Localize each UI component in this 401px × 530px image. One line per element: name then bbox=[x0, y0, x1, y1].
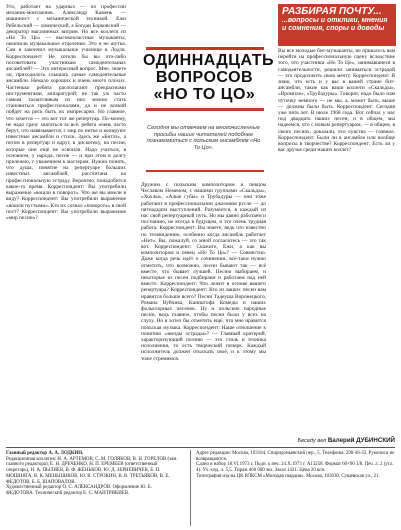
byline bbox=[270, 437, 395, 444]
print-details: Сдано в набор 18.VI.1973 г. Подп. к печ. 24.X.1973 г. А13258. Формат 60×90 1/8. Печ. л. 2 (усл. 4). Уч.-изд. л. 5,5. Тираж 460 000 экз. Заказ 1421. Цена 20 коп. bbox=[196, 462, 394, 474]
column-1-text: Уго, работает на ударных — по профессии механик-монтажник. Александр Камень — машинист с механической техникой. Ежи Ребельский — химический, а Богдан Борковский — декоратор магазинных витрин. Но все коллеги из «Но То Цо» — высококлассные музыканты, окончили музыкальное отделение. Это и не шутка. Сам я закончил музыкальное училище в Лодзи. Корреспондент: Не хотели бы вы что-либо посоветовать участникам самодеятельных ансамблей? — Это интересный вопрос. Мне, знаете ли, приходилось слышать самые самодеятельные ансамбли. Немало хороших и очень много плохих. Частенько ребята располагают прекрасными инструментами, аппаратурой; не так уж часто самым талантливым из них можно стать становиться профессионалами, да и не всякий пойдёт на риск быть их импресарио. Но главное, что хочется — это вот тот же репертуар. По-моему, не надо сразу хвататься за всё, ребята очень часто берут, что навязывается, с мир по нитке и копируют известные ансамбли и стили. Здесь же «Битлз», а потом в репертуар и вдруг, в дискотеку, на песни, которые они ещё не освоили. Надо учиться, в основном, у народа, песне — и при этом в долгу прилежно, с уважением к мастерам. Нужно понять, что душа, понятие на репертуаре больших известных ансамблей, рассчитана на профессиональную эстраду. Вероятно, понадобится какое-то время. Корреспондент: Вы употребили выражение «вошли в поворот». Что же вы имели в виду? Корреспондент: Вы употребили выражение «вошли пустыми». Кто их сознал «поворота» в свой пост? Корреспондент: Вы употребили выражение «мир песни»? bbox=[6, 4, 126, 221]
byline-author: Валерий ДУБИНСКИЙ bbox=[327, 437, 395, 444]
printer-info: Типография изд-ва ЦК ВЛКСМ «Молодая гвардия». Москва, 103030, Сущевская ул., 21. bbox=[196, 473, 380, 479]
rubric-banner bbox=[278, 4, 396, 46]
design-credits: Художественный редактор О. С. АЛЕКСАНДРОВ. Оформление Ю. Б. ФЕДОТОВА. Технический редактор Е. С. МАНТРИКИЕВ. bbox=[6, 485, 152, 496]
title-top-rule bbox=[146, 47, 264, 50]
article-column-1 bbox=[6, 4, 126, 221]
rubric-title: РАЗБИРАЯ ПОЧТУ... bbox=[282, 6, 382, 17]
footer-divider bbox=[190, 450, 191, 526]
lead-bottom-rule bbox=[146, 170, 264, 172]
editorial-board: Редакционная коллегия: Н. А. АРТЕМОВ, С. М. ГОЛЯКОВ, В. Н. ГОРЕЛОВ (зам. главного редактора), Е. Н. ДРЕЧЕНКО, Н. П. ЕРЕМЕЕВ (ответственный секретарь), Н. А. ПЫЛЯЕВ, В. Ф. ЖЕНЬКОВ, Ю. Д. ЗЕРНЕВИЧЕВ, Б. П. МОШНЯГА, В. К. МЕНЬШИКОВ, Ю. В. СТРОКИН, В. В. ТРЕТЬЯКОВ, В. Е. ФЕДОТОВ, Б. Б. ШАПОВАЛОВ. bbox=[6, 456, 178, 485]
title-line-2: ВОПРОСОВ bbox=[155, 69, 254, 86]
title-line-1: ОДИННАДЦАТЬ bbox=[143, 52, 275, 69]
article-column-2 bbox=[141, 182, 266, 362]
imprint-left bbox=[6, 451, 181, 497]
editorial-address: Адрес редакции: Москва, 103104, Спиридоньевский пер., 5. Телефоны: 290-36-33. Рукописи не возвращаются. bbox=[196, 451, 395, 462]
rubric-subtitle: ...вопросы и отклики, мнения и сомнения, споры и доводы bbox=[282, 17, 388, 32]
column-2-text: Дружим с польским композитором и певцом Чеславом Неменом, с нашими группами «Скальды», «Хохлы», «Алые губы» и Трубадуры — они тоже работают в профессиональном джазовом русле — до пятнадцати выступлений. Разумеется, в каждый из нас свой репертуарный путь. Но мы давно работаем и постоянно, не всегда в будущем, и это очень трудная работа. Корреспондент: Вы знаете, ведь что известно по телевидению, особенно когда ансамбль работает «Нет». Вы, пожалуй, со мной согласитесь — это так вот. Корреспондент: Скажите, Ежи, а как вы композитором и певец «Но То Цо»? — Совместно. Даже когда речь идёт о сочинении, всё-таки нужно отметить, что возможно, песни бывают так — всё вместе, что бывает лучшей. Песню выбираем, и некоторые из песен подбираем и работаем над ней вместе. Корреспондент: Что лежит в основе вашего репертуара? Корреспондент: Кто из ваших песен вам нравится больше всего? Песни Тадеуша Воронецкого, Романа Вуйчика, Кшиштофа Комеды и наших фольклорных песенок. Ну и польские народные песни, ведь главное, чтобы песни были у всех на слуху. Но я хотел бы отметить ещё, что мне нравится польская музыка. Корреспондент: Наше отношение к понятию «звезды эстрады»? — Главный критерий, характеризующий поэзию — это стиль и техника исполнения, то есть творческий почерк. Каждый исполнитель должен отыскать своё, и к этому мы тоже стремимся. bbox=[141, 182, 266, 362]
article-column-3 bbox=[278, 48, 395, 153]
title-line-3: «НО ТО ЦО» bbox=[153, 86, 256, 103]
byline-prefix: Беседу вел bbox=[297, 438, 327, 444]
column-3-text: Вы все молодые бит-музыканты, не пришлось вам перейти на профессиональную сцену вследствие того, что участники «Но То Цо», занимавшиеся в самодеятельности, решили заниматься эстрадой — это продолжить свою мечту. Корреспондент: Я знаю, что есть и у вас в вашей стране бит-ансамбли, такие как ваши коллеги «Скальды», «Вромпле», «Трубадуры». Говорят, надо было нам чуточку немного — не мы, а, может быть, выше — должны были быть. Корреспондент: Сегодня уже пять лет. В июле 1968 года. Вот сейчас у нас под двадцать наших песен, и в общем, мы надеемся, что с новым репертуаром, — в общем, в своих песнях, доказали, что чувства — главное. Корреспондент: Были ли в ансамбле или вообще вопросы в творчестве? Корреспондент: Есть ли у вас друзья среди наших коллег? bbox=[278, 48, 395, 154]
article-lead: Сегодня мы отвечаем на многочисленные просьбы наших читателей подобнее познакомиться с польским ансамблем «Но То Цо». bbox=[146, 125, 261, 151]
imprint-footer bbox=[6, 447, 395, 528]
title-bottom-rule bbox=[146, 108, 264, 111]
chief-editor: Главный редактор А. А. ЛОДКИН. bbox=[6, 451, 84, 456]
article-title bbox=[143, 52, 275, 103]
imprint-right bbox=[196, 451, 396, 480]
